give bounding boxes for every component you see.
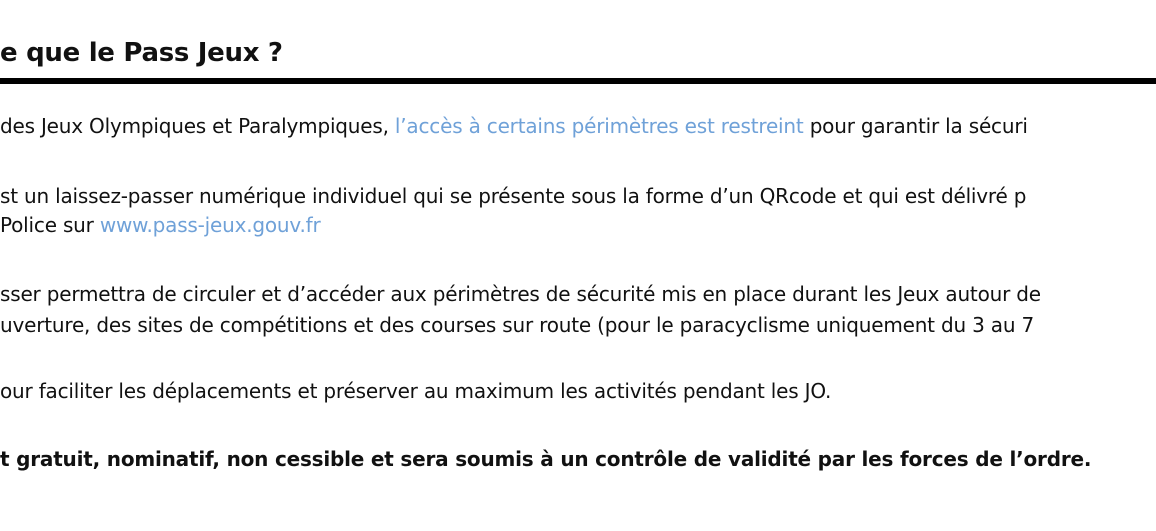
paragraph-pass-usage-line2 [0, 311, 1034, 339]
paragraph-text: des Jeux Olympiques et Paralympiques, [0, 114, 395, 138]
paragraph-access-restricted [0, 112, 1028, 140]
paragraph-text: t gratuit, nominatif, non cessible et sera soumis à un contrôle de validité par les forces de l’ordre. [0, 447, 1092, 471]
paragraph-pass-definition-line2 [0, 211, 321, 239]
restricted-perimeters-link[interactable]: l’accès à certains périmètres est restreint [394, 114, 804, 138]
paragraph-text: Police sur [0, 213, 100, 237]
page-title: e que le Pass Jeux ? [0, 38, 283, 68]
paragraph-pass-definition-line1 [0, 182, 1026, 210]
heading-divider [0, 78, 1156, 84]
paragraph-text: pour garantir la sécuri [803, 114, 1028, 138]
paragraph-pass-usage-line1 [0, 280, 1041, 308]
paragraph-text: sser permettra de circuler et d’accéder aux périmètres de sécurité mis en place durant les Jeux autour de [0, 282, 1041, 306]
pass-jeux-website-link[interactable]: www.pass-jeux.gouv.fr [99, 213, 321, 237]
paragraph-text: st un laissez-passer numérique individuel qui se présente sous la forme d’un QRcode et qui est délivré p [0, 184, 1027, 208]
paragraph-text: uverture, des sites de compétitions et des courses sur route (pour le paracyclisme uniquement du 3 au 7 [0, 313, 1034, 337]
paragraph-text: our faciliter les déplacements et préserver au maximum les activités pendant les JO. [0, 379, 832, 403]
paragraph-pass-purpose [0, 377, 831, 405]
paragraph-pass-conditions [0, 445, 1091, 473]
